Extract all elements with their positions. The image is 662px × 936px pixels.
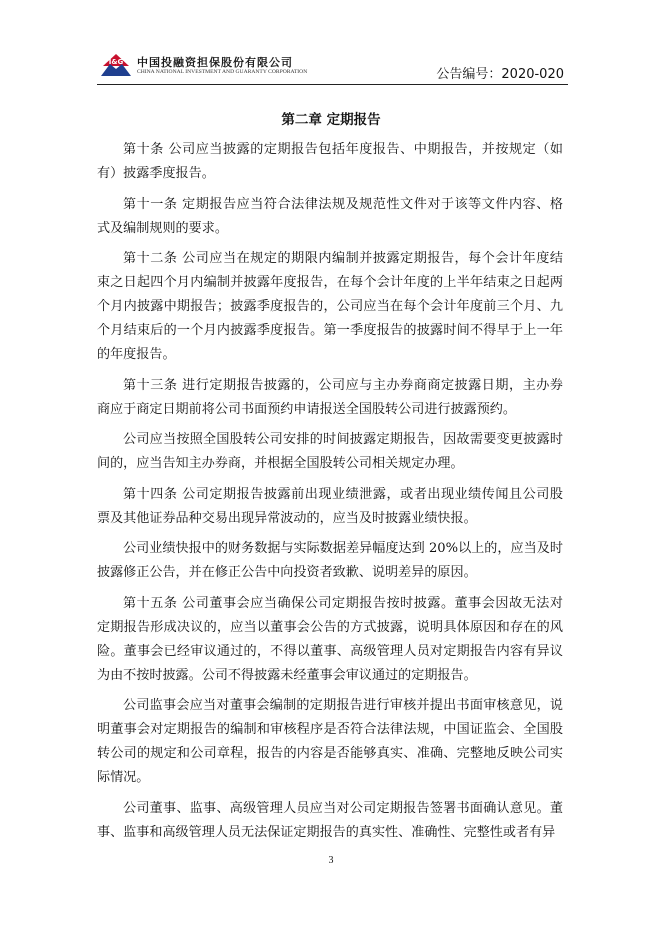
company-logo-icon bbox=[99, 52, 133, 78]
paragraph-line: 第十五条 公司董事会应当确保公司定期报告按时披露。董事会因故无法对 bbox=[123, 595, 563, 611]
paragraph-line: 束之日起四个月内编制并披露年度报告，在每个会计年度的上半年结束之日起两 bbox=[97, 275, 563, 290]
paragraph-line: 间的，应当告知主办券商，并根据全国股转公司相关规定办理。 bbox=[97, 456, 464, 471]
paragraph-line: 第十二条 公司应当在规定的期限内编制并披露定期报告，每个会计年度结 bbox=[123, 251, 563, 266]
paragraph-line: 票及其他证券品种交易出现异常波动的，应当及时披露业绩快报。 bbox=[97, 510, 477, 526]
notice-number: 公告编号：2020-020 bbox=[436, 67, 564, 82]
company-name-en: CHINA NATIONAL INVESTMENT AND GUARANTY CORPORATION bbox=[137, 69, 308, 75]
paragraph-line: 公司监事会应当对董事会编制的定期报告进行审核并提出书面审核意见，说 bbox=[123, 698, 563, 713]
paragraph-line: 个月结束后的一个月内披露季度报告。第一季度报告的披露时间不得早于上一年 bbox=[97, 323, 563, 338]
paragraph bbox=[97, 592, 563, 688]
page-header bbox=[97, 50, 568, 85]
paragraph-line: 有）披露季度报告。 bbox=[97, 166, 215, 181]
paragraph-line: 事、监事和高级管理人员无法保证定期报告的真实性、准确性、完整性或者有异 bbox=[97, 824, 556, 840]
paragraph-line: 第十一条 定期报告应当符合法律法规及规范性文件对于该等文件内容、格 bbox=[123, 196, 563, 212]
paragraph bbox=[97, 537, 563, 585]
paragraph-line: 披露修正公告，并在修正公告中向投资者致歉、说明差异的原因。 bbox=[97, 565, 477, 580]
paragraph-line: 的年度报告。 bbox=[97, 347, 176, 362]
paragraph bbox=[97, 694, 563, 790]
paragraph-line: 公司董事、监事、高级管理人员应当对公司定期报告签署书面确认意见。董 bbox=[123, 800, 563, 816]
paragraph bbox=[97, 247, 563, 367]
paragraph-line: 式及编制规则的要求。 bbox=[97, 220, 228, 236]
paragraph bbox=[97, 428, 563, 476]
chapter-title: 第二章 定期报告 bbox=[281, 112, 381, 128]
paragraph-line: 转公司的规定和公司章程，报告的内容是否能够真实、准确、完整地反映公司实 bbox=[97, 746, 563, 761]
paragraph-line: 公司业绩快报中的财务数据与实际数据差异幅度达到 20%以上的，应当及时 bbox=[123, 541, 563, 556]
paragraph bbox=[97, 193, 563, 241]
paragraph-line: 第十四条 公司定期报告披露前出现业绩泄露，或者出现业绩传闻且公司股 bbox=[123, 486, 563, 502]
paragraph-line: 商应于商定日期前将公司书面预约申请报送全国股转公司进行披露预约。 bbox=[97, 401, 516, 417]
paragraph-line: 为由不按时披露。公司不得披露未经董事会审议通过的定期报告。 bbox=[97, 667, 477, 683]
paragraph bbox=[97, 483, 563, 531]
paragraph bbox=[97, 138, 563, 186]
paragraph bbox=[97, 374, 563, 422]
paragraph-line: 险。董事会已经审议通过的，不得以董事、高级管理人员对定期报告内容有异议 bbox=[97, 643, 563, 659]
company-name-cn: 中国投融资担保股份有限公司 bbox=[137, 56, 293, 69]
paragraph-line: 公司应当按照全国股转公司安排的时间披露定期报告，因故需要变更披露时 bbox=[123, 432, 563, 447]
logo-text: I&G bbox=[108, 58, 124, 66]
paragraph-line: 第十三条 进行定期报告披露的，公司应与主办券商商定披露日期，主办券 bbox=[123, 377, 563, 393]
paragraph-line: 定期报告形成决议的，应当以董事会公告的方式披露，说明具体原因和存在的风 bbox=[97, 619, 563, 635]
paragraph-line: 个月内披露中期报告；披露季度报告的，公司应当在每个会计年度前三个月、九 bbox=[97, 299, 563, 314]
paragraph-line: 第十条 公司应当披露的定期报告包括年度报告、中期报告，并按规定（如 bbox=[123, 142, 563, 157]
paragraph bbox=[97, 797, 563, 845]
paragraph-line: 际情况。 bbox=[97, 770, 150, 785]
page-number: 3 bbox=[328, 855, 334, 866]
paragraph-line: 明董事会对定期报告的编制和审核程序是否符合法律法规，中国证监会、全国股 bbox=[97, 722, 563, 737]
